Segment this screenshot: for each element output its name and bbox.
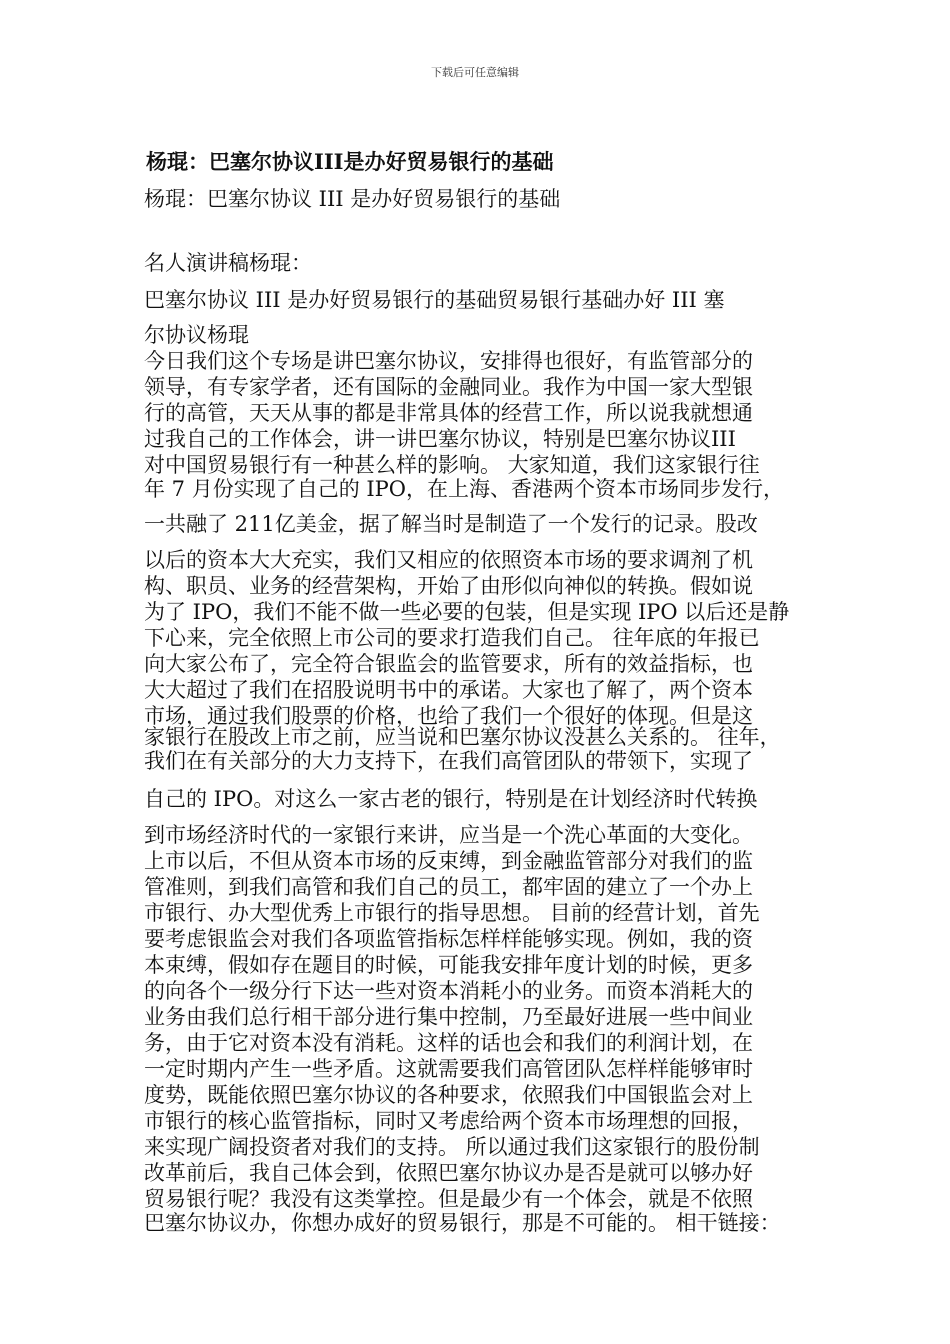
body-line: 一共融了 211亿美金，据了解当时是制造了一个发行的记录。股改	[144, 512, 758, 536]
body-line: 尔协议杨琨	[144, 323, 249, 347]
body-line: 的向各个一级分行下达一些对资本消耗小的业务。而资本消耗大的	[144, 979, 753, 1003]
body-line: 巴塞尔协议办，你想办成好的贸易银行，那是不可能的。 相干链接：	[144, 1211, 781, 1235]
body-line: 业务由我们总行相干部分进行集中控制，乃至最好进展一些中间业	[144, 1005, 753, 1029]
body-line: 一定时期内产生一些矛盾。这就需要我们高管团队怎样样能够审时	[144, 1057, 753, 1081]
body-line: 务，由于它对资本没有消耗。这样的话也会和我们的利润计划，在	[144, 1031, 753, 1055]
document-title: 杨琨：巴塞尔协议III是办好贸易银行的基础	[146, 149, 554, 174]
body-line: 上市以后，不但从资本市场的反束缚，到金融监管部分对我们的监	[144, 849, 753, 873]
body-line: 以后的资本大大充实，我们又相应的依照资本市场的要求调剂了机	[144, 548, 753, 572]
body-line: 要考虑银监会对我们各项监管指标怎样样能够实现。例如，我的资	[144, 927, 753, 951]
body-line: 大大超过了我们在招股说明书中的承诺。大家也了解了，两个资本	[144, 678, 753, 702]
body-line: 行的高管，天天从事的都是非常具体的经营工作，所以说我就想通	[144, 401, 753, 425]
body-line: 到市场经济时代的一家银行来讲，应当是一个洗心革面的大变化。	[144, 823, 753, 847]
body-line: 我们在有关部分的大力支持下，在我们高管团队的带领下，实现了	[144, 749, 753, 773]
body-line: 今日我们这个专场是讲巴塞尔协议，安排得也很好，有监管部分的	[144, 349, 753, 373]
subtitle-line: 杨琨：巴塞尔协议 III 是办好贸易银行的基础	[144, 187, 561, 211]
body-line: 向大家公布了，完全符合银监会的监管要求，所有的效益指标，也	[144, 652, 753, 676]
body-line: 改革前后，我自己体会到，依照巴塞尔协议办是否是就可以够办好	[144, 1161, 753, 1185]
body-line: 巴塞尔协议 III 是办好贸易银行的基础贸易银行基础办好 III 塞	[144, 288, 725, 312]
body-line: 过我自己的工作体会，讲一讲巴塞尔协议，特别是巴塞尔协议III	[144, 427, 736, 451]
body-line: 市银行、办大型优秀上市银行的指导思想。 目前的经营计划，首先	[144, 901, 760, 925]
body-line: 来实现广阔投资者对我们的支持。 所以通过我们这家银行的股份制	[144, 1135, 760, 1159]
body-line: 领导，有专家学者，还有国际的金融同业。我作为中国一家大型银	[144, 375, 753, 399]
body-line: 对中国贸易银行有一种甚么样的影响。 大家知道，我们这家银行往	[144, 453, 760, 477]
body-line: 自己的 IPO。对这么一家古老的银行，特别是在计划经济时代转换	[144, 787, 758, 811]
page-header-note: 下载后可任意编辑	[431, 66, 519, 79]
body-line: 家银行在股改上市之前，应当说和巴塞尔协议没甚么关系的。 往年，	[144, 725, 781, 749]
body-line: 年 7 月份实现了自己的 IPO，在上海、香港两个资本市场同步发行，	[144, 477, 785, 501]
body-line: 构、职员、业务的经营架构，开始了由形似向神似的转换。假如说	[144, 574, 753, 598]
body-line: 市场，通过我们股票的价格，也给了我们一个很好的体现。但是这	[144, 704, 753, 728]
body-line: 名人演讲稿杨琨：	[144, 251, 312, 275]
body-line: 管准则，到我们高管和我们自己的员工，都牢固的建立了一个办上	[144, 875, 753, 899]
body-line: 本束缚，假如存在题目的时候，可能我安排年度计划的时候，更多	[144, 953, 753, 977]
body-line: 市银行的核心监管指标，同时又考虑给两个资本市场理想的回报，	[144, 1109, 753, 1133]
body-line: 下心来，完全依照上市公司的要求打造我们自己。 往年底的年报已	[144, 626, 760, 650]
body-line: 度势，既能依照巴塞尔协议的各种要求，依照我们中国银监会对上	[144, 1083, 753, 1107]
body-line: 贸易银行呢？我没有这类掌控。但是最少有一个体会，就是不依照	[144, 1187, 753, 1211]
body-line: 为了 IPO，我们不能不做一些必要的包装，但是实现 IPO 以后还是静	[144, 600, 790, 624]
